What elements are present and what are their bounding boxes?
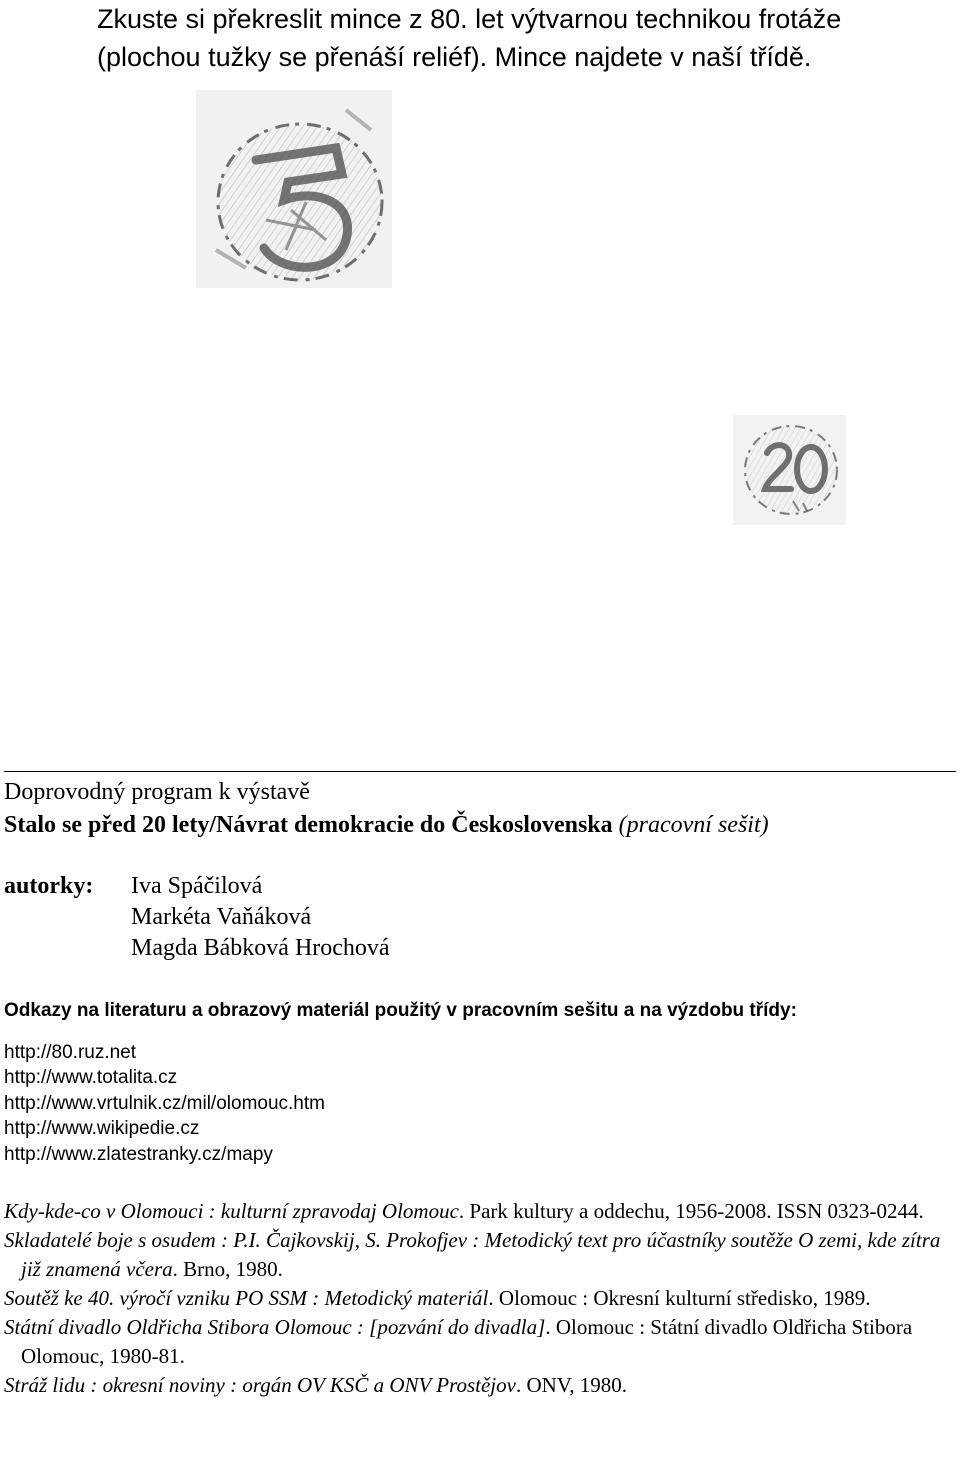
author-name: Markéta Vaňáková [131, 904, 312, 930]
workbook-title-bold: Stalo se před 20 lety/Návrat demokracie do Československa [4, 812, 613, 838]
link-item[interactable]: http://www.totalita.cz [4, 1067, 178, 1089]
authors-label: autorky: [4, 873, 94, 899]
reference-details: . ONV, 1980. [515, 1373, 627, 1397]
link-item[interactable]: http://www.vrtulnik.cz/mil/olomouc.htm [4, 1092, 325, 1114]
reference-details: . Olomouc : Okresní kulturní středisko, 1989. [488, 1286, 871, 1310]
links-list [4, 1040, 325, 1167]
coin-rubbing-20-icon [733, 415, 846, 525]
link-item[interactable]: http://www.zlatestranky.cz/mapy [4, 1143, 273, 1165]
reference-details: . Olomouc : Státní divadlo Oldřicha Stibora Olomouc, 1980-81. [21, 1315, 913, 1368]
reference-details: . Brno, 1980. [172, 1257, 283, 1281]
section-divider [4, 771, 956, 772]
intro-line-1: Zkuste si překreslit mince z 80. let výtvarnou technikou frotáže [97, 4, 842, 34]
reference-title: Státní divadlo Oldřicha Stibora Olomouc : [pozvání do divadla] [4, 1315, 546, 1339]
workbook-title-italic: (pracovní sešit) [618, 812, 769, 838]
reference-item [4, 1197, 956, 1226]
reference-item [4, 1313, 956, 1371]
reference-title: Soutěž ke 40. výročí vzniku PO SSM : Metodický materiál [4, 1286, 489, 1310]
links-heading: Odkazy na literaturu a obrazový materiál použitý v pracovním sešitu a na výzdobu třídy: [4, 1000, 797, 1021]
workbook-title [4, 809, 769, 842]
references-list [4, 1197, 956, 1400]
intro-text [97, 0, 937, 76]
reference-title: Stráž lidu : okresní noviny : orgán OV KSČ a ONV Prostějov [4, 1373, 516, 1397]
coin-rubbing-5-icon [196, 90, 392, 288]
reference-title: Skladatelé boje s osudem : P.I. Čajkovskij, S. Prokofjev : Metodický text pro účastníky soutěže O zemi, kde zítra již znamená včera [4, 1228, 941, 1281]
reference-details: . Park kultury a oddechu, 1956-2008. ISSN 0323-0244. [458, 1199, 924, 1223]
program-heading: Doprovodný program k výstavě [4, 779, 310, 805]
reference-title: Kdy-kde-co v Olomouci : kulturní zpravodaj Olomouc [4, 1199, 459, 1223]
link-item[interactable]: http://80.ruz.net [4, 1042, 137, 1063]
reference-item [4, 1226, 956, 1284]
author-name: Iva Spáčilová [131, 873, 263, 899]
intro-line-2: (plochou tužky se přenáší reliéf). Mince najdete v naší třídě. [97, 42, 812, 72]
reference-item [4, 1371, 956, 1400]
author-name: Magda Bábková Hrochová [131, 935, 390, 961]
link-item[interactable]: http://www.wikipedie.cz [4, 1118, 200, 1140]
authors-list [131, 871, 390, 964]
reference-item [4, 1284, 956, 1313]
